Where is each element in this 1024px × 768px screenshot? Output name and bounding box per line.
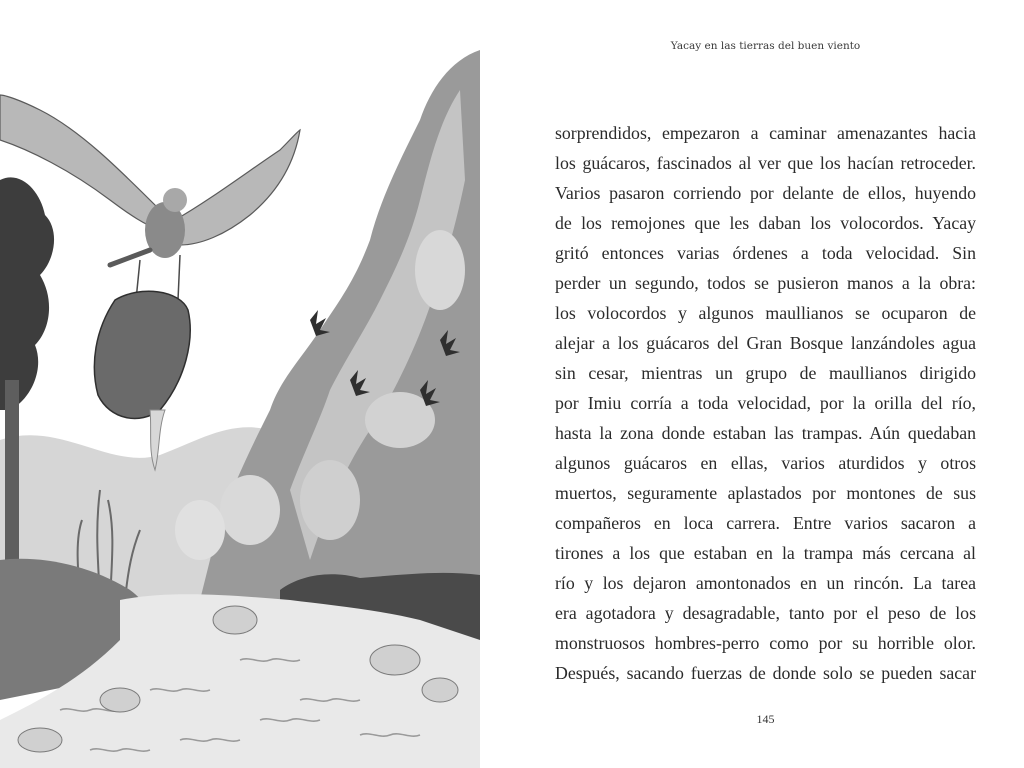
- text-line: compañeros en loca carrera. Entre varios sacaron a: [555, 513, 976, 533]
- canyon-illustration: [0, 0, 480, 768]
- text-line: Varios pasaron corriendo por delante de ellos, huyendo: [555, 183, 976, 203]
- text-line: alejar a los guácaros del Gran Bosque lanzándoles agua: [555, 333, 976, 353]
- text-line: era agotadora y desagradable, tanto por el peso de los: [555, 603, 976, 623]
- body-text: [555, 118, 976, 688]
- text-line: muertos, seguramente aplastados por montones de sus: [555, 483, 976, 503]
- figure-head: [163, 188, 187, 212]
- text-line: río y los dejaron amontonados en un rincón. La tarea: [555, 573, 976, 593]
- text-line: los guácaros, fascinados al ver que los hacían retroceder.: [555, 153, 976, 173]
- page-number: 145: [756, 712, 775, 726]
- text-line: sorprendidos, empezaron a caminar amenazantes hacia: [555, 123, 976, 143]
- text-line: por Imiu corría a toda velocidad, por la orilla del río,: [555, 393, 976, 413]
- text-line: los volocordos y algunos maullianos se ocuparon de: [555, 303, 976, 323]
- text-line: perder un segundo, todos se pusieron manos a la obra:: [555, 273, 976, 293]
- text-line: hasta la zona donde estaban las trampas. Aún quedaban: [555, 423, 976, 443]
- cliff-boulder-1: [415, 230, 465, 310]
- text-page: [555, 0, 976, 768]
- running-head: Yacay en las tierras del buen viento: [670, 40, 861, 52]
- cliff-boulder-3: [300, 460, 360, 540]
- cliff-boulder-4: [220, 475, 280, 545]
- text-line: tirones a los que estaban en la trampa más cercana al: [555, 543, 976, 563]
- text-line: sin cesar, mientras un grupo de maullianos dirigido: [555, 363, 976, 383]
- cliff-boulder-5: [175, 500, 225, 560]
- text-line: gritó entonces varias órdenes a toda velocidad. Sin: [555, 243, 976, 263]
- illustration-panel: [0, 0, 480, 768]
- text-line: Después, sacando fuerzas de donde solo se pueden sacar: [555, 663, 976, 683]
- text-line: algunos guácaros en ellas, varios aturdidos y otros: [555, 453, 976, 473]
- text-line: de los remojones que les daban los volocordos. Yacay: [555, 213, 976, 233]
- tree-trunk: [5, 380, 19, 570]
- text-line: monstruosos hombres-perro como por su horrible olor.: [555, 633, 976, 653]
